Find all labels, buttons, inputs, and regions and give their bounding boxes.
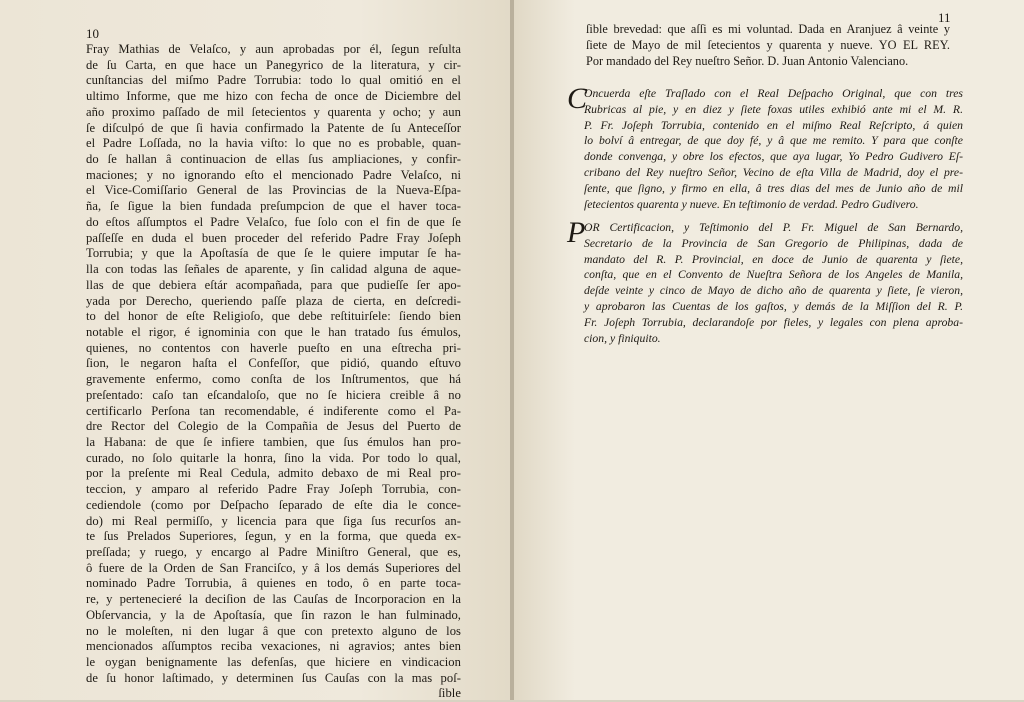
text-line: nominado Padre Torrubia, â quienes en todo, ô en parte toca- [86, 576, 461, 591]
text-line: maciones; y no ignorando eſto el mencionado Padre Velaſco, ni [86, 167, 461, 182]
text-line: re, y pertenecieré la deciſion de las Cauſas de Incorporacion en la [86, 592, 461, 607]
text-line: deſde veinte y cinco de Mayo de dicho año de quarenta y ſiete, ſe vieron, [584, 284, 963, 298]
text-line: ultimo Informe, que me hizo con fecha de once de Diciembre del [86, 89, 461, 104]
text-line: donde convenga, y obre los efectos, que aya lugar, Yo Pedro Gudivero Eſ- [584, 150, 963, 164]
text-line: ô fuere de la Orden de San Franciſco, y â los demás Superiores del [86, 560, 461, 575]
text-line: ſente, que ſigno, y firmo en ella, â tres dias del mes de Junio año de mil [584, 181, 963, 195]
drop-cap-p: P [567, 216, 586, 249]
text-line: Fr. Joſeph Torrubia, declarandoſe por fieles, y legales con plena aproba- [584, 315, 963, 329]
drop-cap-c: C [567, 82, 588, 115]
text-line: el Padre Loſſada, no la havia viſto: lo que no es probable, quan- [86, 136, 461, 151]
text-line: Por mandado del Rey nueſtro Señor. D. Juan Antonio Valenciano. [586, 54, 909, 68]
text-line: mencionados aſſumptos reciba vexaciones, ni agravios; antes bien [86, 639, 461, 654]
text-line: Obſervancia, y la de Apoſtasía, que ſin razon le han fulminado, [86, 607, 461, 622]
text-line: ſiete de Mayo de mil ſetecientos y quarenta y nueve. YO EL REY. [586, 38, 950, 52]
text-line: preſentado: caſo tan eſcandaloſo, que no ſe hiciera creible â no [86, 387, 461, 402]
text-line: do) mi Real permiſſo, y licencia para que ſiga ſus recurſos an- [86, 513, 461, 528]
text-line: mandato del R. P. Provincial, en doce de Junio de quarenta y ſiete, [584, 252, 963, 266]
text-line: conſta, que en el Convento de Nueſtra Señora de los Angeles de Manila, [584, 268, 963, 282]
text-line: cion, y finiquito. [584, 331, 661, 345]
text-line: ſible [438, 686, 461, 701]
text-line: Secretario de la Provincia de San Gregorio de Philipinas, dada de [584, 236, 963, 250]
text-line: yada por Derecho, queriendo paſſe plaza de cierta, en deſcredi- [86, 293, 461, 308]
text-line: P. Fr. Joſeph Torrubia, contenido en el miſmo Real Reſcripto, á quien [584, 118, 963, 132]
left-page [0, 0, 512, 700]
text-line: to del honor de eſte Religioſo, que debe reſtituirſele: ſiendo bien [86, 309, 461, 324]
text-line: y aprobaron las Cuentas de los gaſtos, y demás de la Miſſion del R. P. [584, 299, 963, 313]
text-line: la Habana: de que ſe infiere tambien, que ſus émulos han pro- [86, 434, 461, 449]
text-line: quienes, no contentos con haverle pueſto en una eſtrecha pri- [86, 340, 461, 355]
text-line: ña, ſe ſigue la bien fundada preſumpcion de que el haver toca- [86, 199, 461, 214]
text-line: ſetecientos quarenta y nueve. En teſtimonio de verdad. Pedro Gudivero. [584, 197, 919, 211]
text-line: curado, no ſolo quitarle la honra, ſino la vida. Por todo lo qual, [86, 450, 461, 465]
text-line: Torrubia; y que la Apoſtasía de que ſe le quiere imputar ſe ha- [86, 246, 461, 261]
text-line: notable el rigor, é ignominia con que le han tratado ſus émulos, [86, 324, 461, 339]
text-line: gravemente enfermo, como conſta de los Inſtrumentos, que há [86, 372, 461, 387]
notary-attestation-text [584, 86, 963, 212]
text-line: paſſeſſe en duda el buen proceder del referido Padre Fray Joſeph [86, 230, 461, 245]
page-number-right: 11 [938, 10, 951, 25]
text-line: Fray Mathias de Velaſco, y aun aprobadas por él, ſegun reſulta [86, 42, 461, 56]
certification-text [584, 220, 963, 346]
text-line: Oncuerda eſte Traſlado con el Real Deſpacho Original, que con tres [584, 87, 963, 100]
text-line: le oygan benignamente las defenſas, que hiciere en vindicacion [86, 655, 461, 670]
text-line: ſe diſculpó de que ſi havia confirmado la Patente de ſu Anteceſſor [86, 120, 461, 135]
text-line: preſſada; y ruego, y encargo al Padre Miniſtro General, que es, [86, 545, 461, 559]
text-line: te ſus Prelados Superiores, ſegun, y en la forma, que queda ex- [86, 529, 461, 544]
text-line: cediendole (como por Deſpacho ſeparado de eſte dia le conce- [86, 497, 461, 512]
text-line: de ſu Carta, en que hace un Panegyrico de la literatura, y cir- [86, 57, 461, 72]
text-line: no le moleſten, ni den lugar â que con pretexto alguno de los [86, 623, 461, 638]
text-line: lo bolví â entregar, de que doy fé, y â que me remito. Y para que conſte [584, 134, 963, 148]
text-line: do ſe hallan â continuacion de ellas ſus ampliaciones, y confir- [86, 152, 461, 167]
text-line: ſible brevedad: que aſſi es mi voluntad. Dada en Aranjuez â veinte y [586, 22, 950, 36]
text-line: el Vice-Comiſſario General de las Provincias de la Nueva-Eſpa- [86, 183, 461, 198]
text-line: teccion, y amparo al referido Padre Fray Joſeph Torrubia, con- [86, 482, 461, 497]
left-page-body [86, 42, 461, 702]
page-number-left: 10 [86, 26, 99, 41]
text-line: de ſu honor laſtimado, y determinen ſus Cauſas con la mas poſ- [86, 670, 461, 685]
text-line: año proximo paſſado de mil ſetecientos y quarenta y ocho; y aun [86, 104, 461, 119]
text-line: certificarlo Perſona tan recomendable, é indiferente como el Pa- [86, 403, 461, 418]
text-line: Rubricas al pie, y en diez y ſiete foxas utiles exhibió ante mi el M. R. [584, 102, 963, 116]
text-line: cunſtancias del miſmo Padre Torrubia: todo lo qual omitió en el [86, 73, 461, 88]
text-line: por la preſente mi Real Cedula, admito debaxo de mi Real pro- [86, 466, 461, 481]
text-line: llas de que debiera eſtár acompañada, para que pudieſſe ſer apo- [86, 277, 461, 292]
text-line: OR Certificacion, y Teſtimonio del P. Fr. Miguel de San Bernardo, [584, 221, 963, 234]
text-line: cribano del Rey nueſtro Señor, Vecino de eſta Villa de Madrid, doy el pre- [584, 165, 963, 179]
text-line: dre Rector del Colegio de la Compañia de Jesus del Puerto de [86, 419, 461, 434]
text-line: ſion, le negaron haſta el Confeſſor, que pidió, quando eſtuvo [86, 356, 461, 371]
text-line: lla con todas las ſeñales de aparente, y ſin calidad alguna de aque- [86, 262, 461, 277]
text-line: do eſtos aſſumptos el Padre Velaſco, fue ſolo con el fin de que ſe [86, 214, 461, 229]
right-page-continuation [586, 21, 950, 69]
